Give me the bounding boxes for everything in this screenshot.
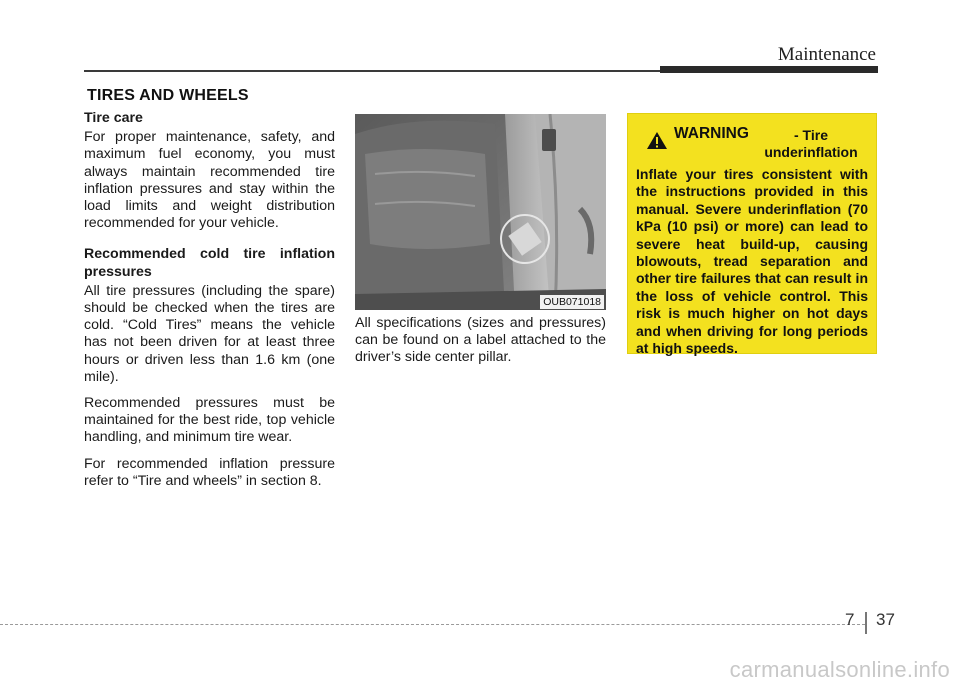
specs-paragraph: All specifications (sizes and pressures) can be found on a label attached to the driver’s side center pillar. <box>355 315 606 366</box>
figure-code: OUB071018 <box>540 295 604 309</box>
door-pillar-figure <box>355 114 606 310</box>
maintain-paragraph: Recommended pressures must be maintained for the best ride, top vehicle handling, and minimum tire wear. <box>84 395 335 446</box>
page-header-title: Maintenance <box>777 44 876 65</box>
header-rule <box>84 70 664 72</box>
page-number: 37 <box>876 610 895 629</box>
header-rule-accent <box>660 66 878 73</box>
refer-paragraph: For recommended inflation pressure refer to “Tire and wheels” in section 8. <box>84 455 335 489</box>
tire-care-heading: Tire care <box>84 110 143 126</box>
warning-body: Inflate your tires consistent with the instructions provided in this manual. Severe underinflation (70 kPa (10 psi) or more) can lead to severe heat build-up, causing blowouts, tread separation and other tire failures that can result in the loss of vehicle control. This risk is much higher on hot days and when driving for long periods at high speeds. <box>636 166 868 357</box>
column-1 <box>84 110 335 499</box>
watermark: carmanualsonline.info <box>729 657 950 682</box>
tire-care-paragraph: For proper maintenance, safety, and maximum fuel economy, you must always maintain recommended tire inflation pressures and stay within the load limits and weight distribution recommended for your vehicle. <box>84 129 335 232</box>
cold-pressure-heading: Recommended cold tire inflation pressures <box>84 246 335 280</box>
warning-title: WARNING <box>674 125 749 142</box>
footer-divider <box>865 612 867 634</box>
warning-triangle-icon <box>646 131 668 155</box>
warning-box <box>627 113 877 357</box>
cold-pressure-paragraph: All tire pressures (including the spare) should be checked when the tires are cold. “Cold Tires” means the vehicle has not been driven for at least three hours or driven less than 1.6 km (one mile). <box>84 282 335 385</box>
section-title: TIRES AND WHEELS <box>87 87 249 104</box>
footer-dashed-rule <box>0 624 865 625</box>
page-chapter: 7 <box>845 610 855 629</box>
door-pillar-illustration <box>355 114 606 310</box>
warning-subtitle: - Tire underinflation <box>764 127 858 160</box>
